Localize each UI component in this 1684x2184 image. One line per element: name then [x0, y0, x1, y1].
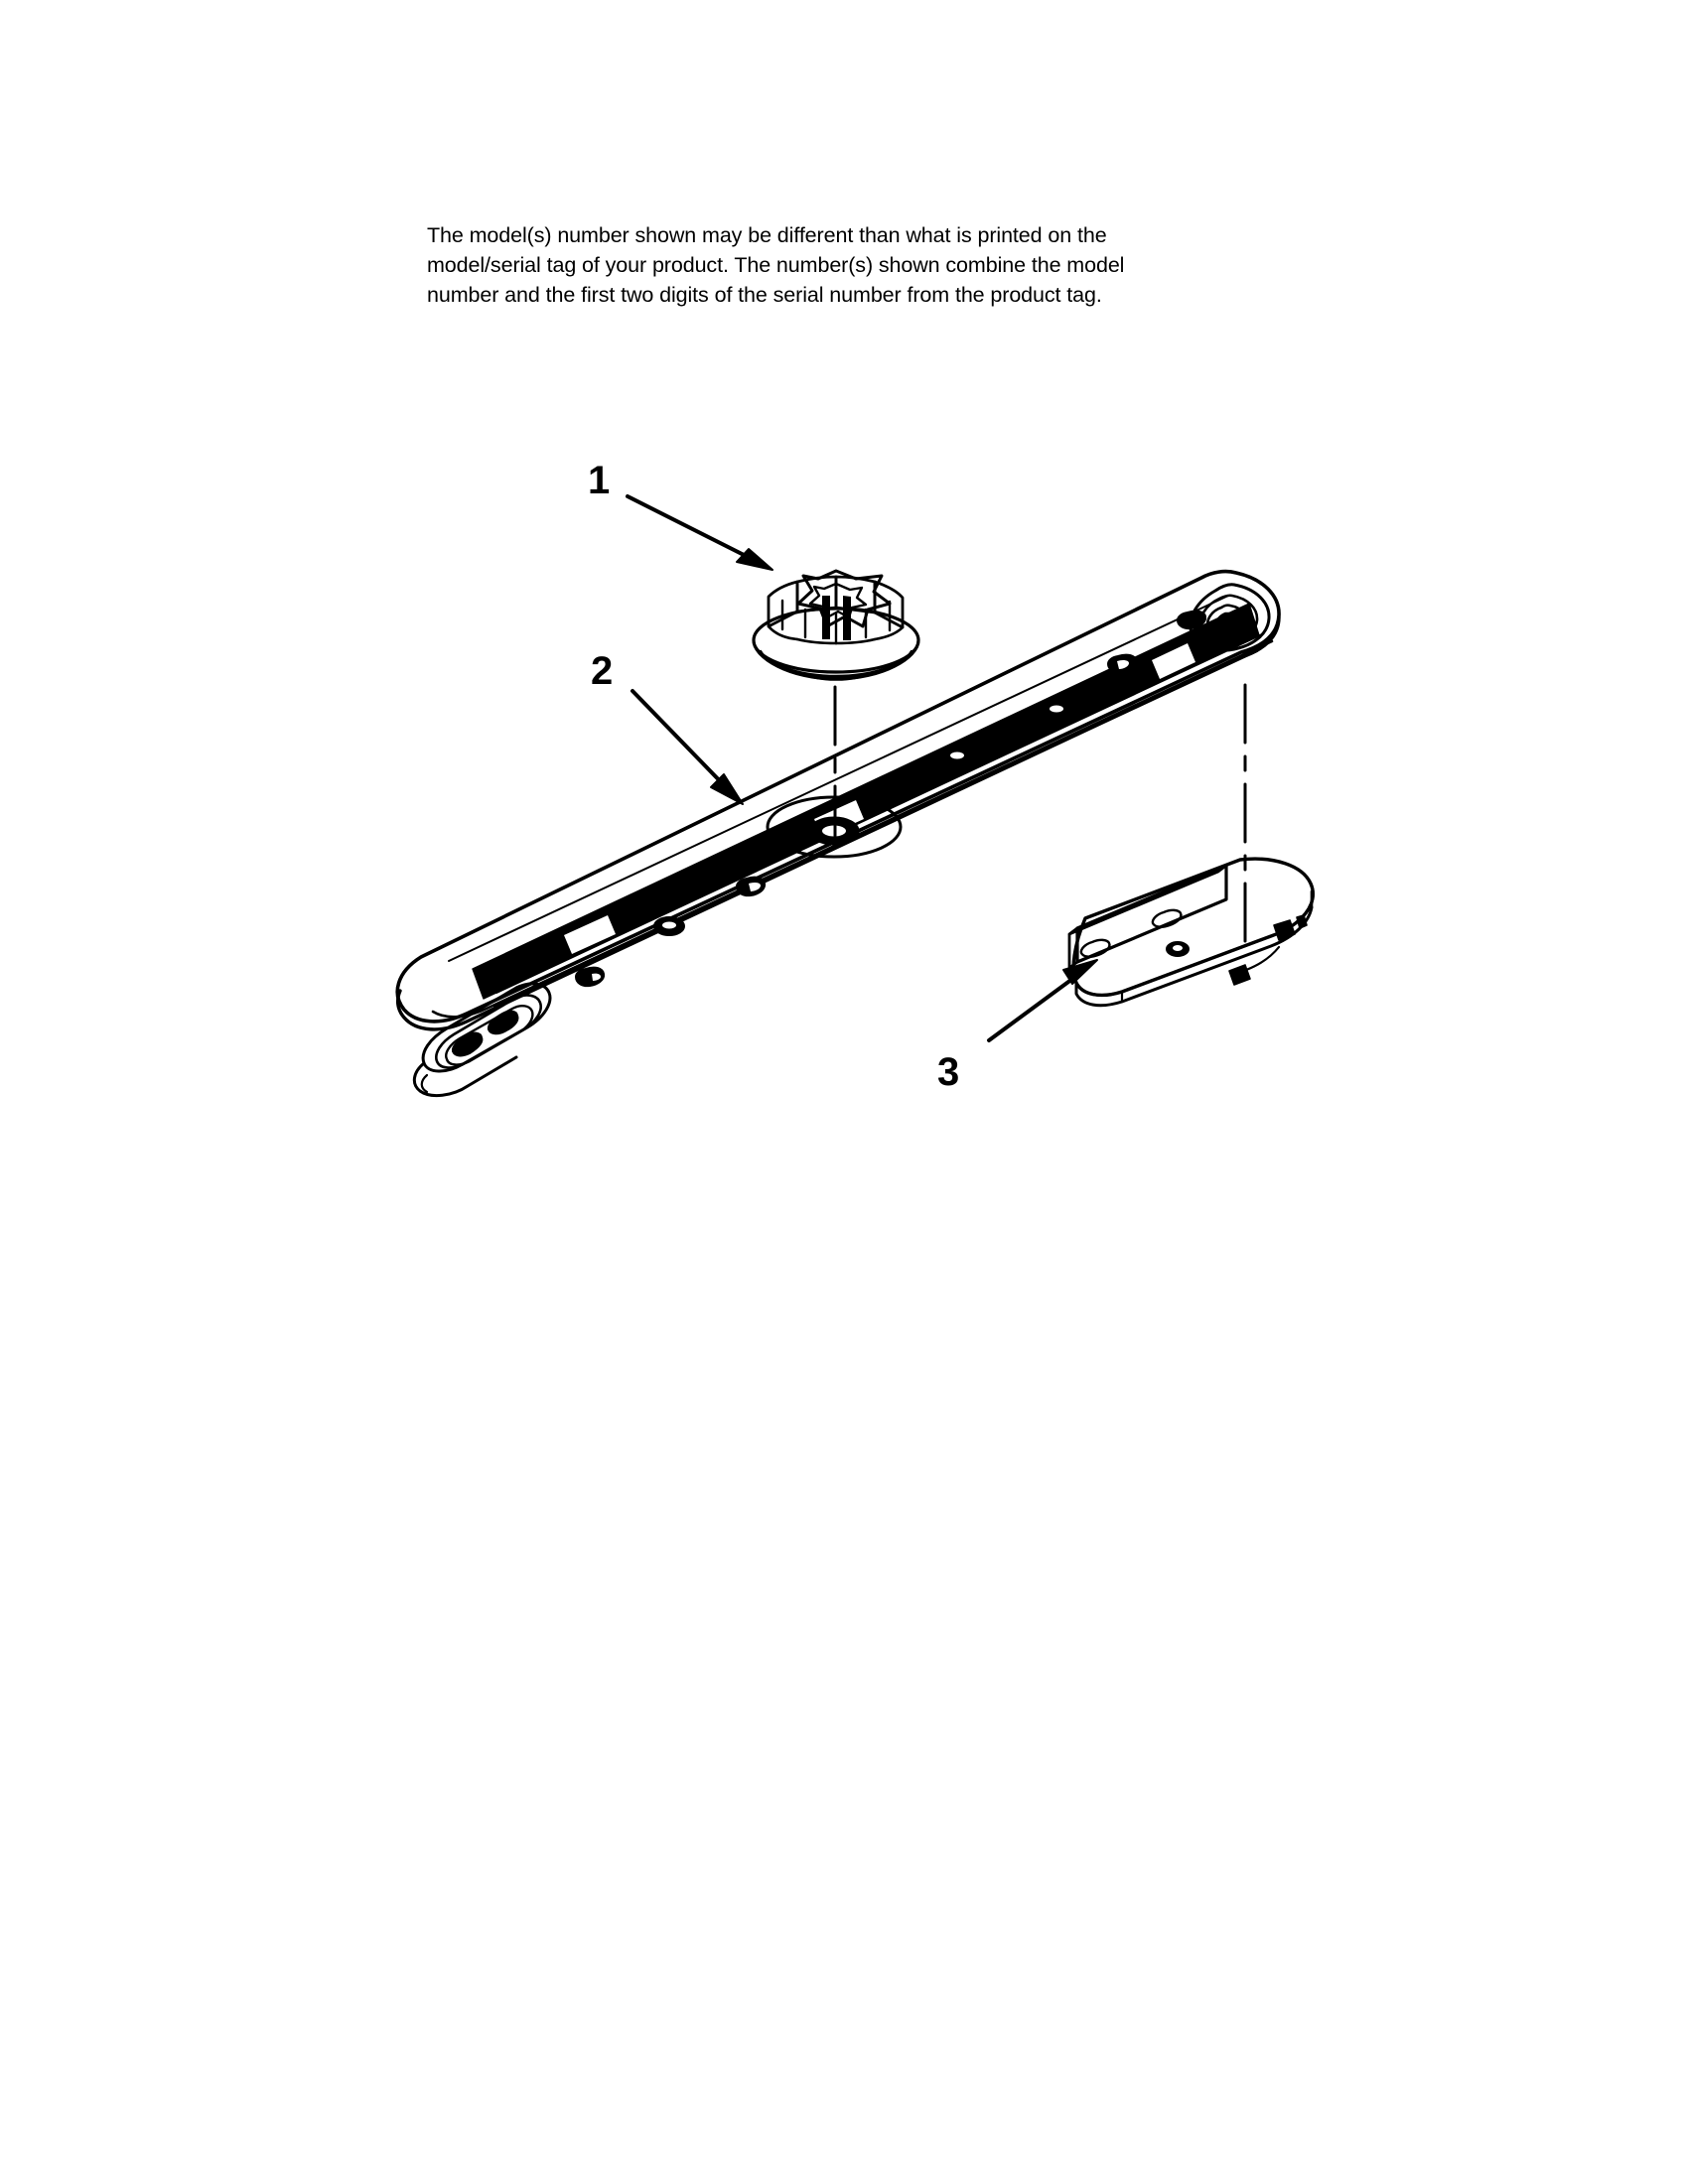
part-lower-spray-arm	[397, 572, 1279, 1096]
disclaimer-line-2: model/serial tag of your product. The number(s) shown combine the model	[427, 253, 1125, 277]
disclaimer-line-1: The model(s) number shown may be different than what is printed on the	[427, 223, 1107, 247]
part-splined-hub-nut	[754, 571, 918, 680]
callout-number-1: 1	[588, 459, 611, 502]
spray-arm-left-end-recess	[414, 984, 550, 1096]
callout-number-3: 3	[937, 1050, 960, 1094]
part-bearing-cover-plate	[1069, 859, 1313, 1006]
callout-number-2: 2	[591, 649, 614, 693]
disclaimer-line-3: number and the first two digits of the serial number from the product tag.	[427, 283, 1102, 307]
